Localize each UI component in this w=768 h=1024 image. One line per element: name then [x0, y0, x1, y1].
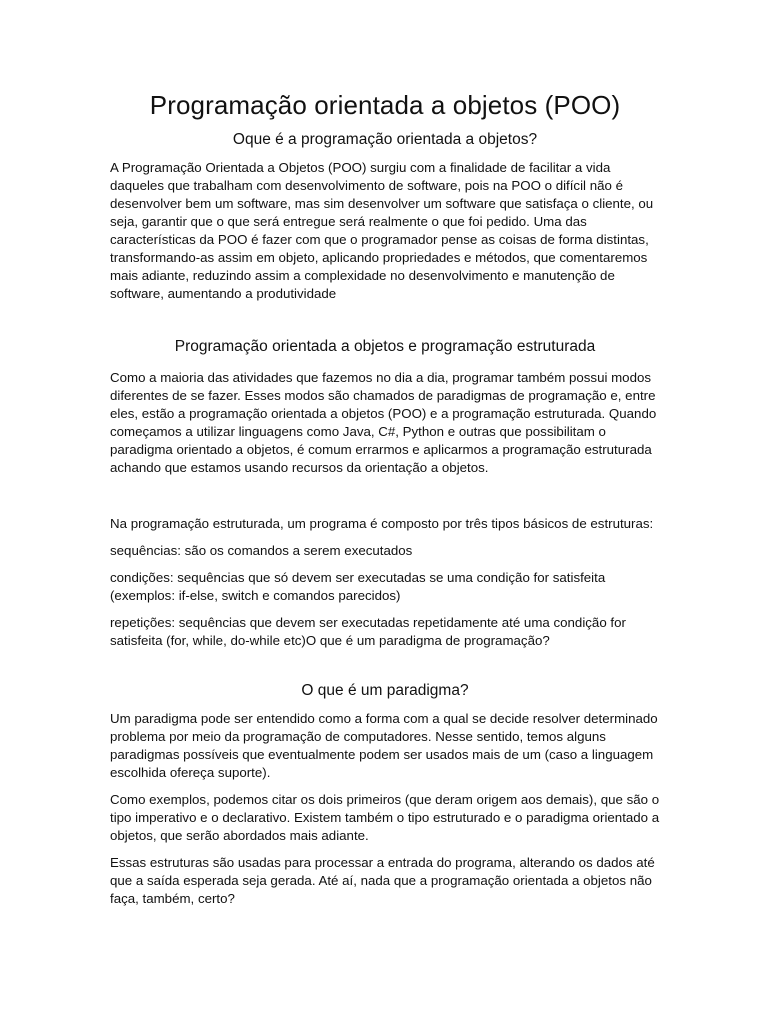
paragraph-paradigms-comparison: Como a maioria das atividades que fazemos no dia a dia, programar também possui modos diferentes de se fazer. Esses modos são chamados de paradigmas de programação e, entre eles, estão a programação orientada a objetos (POO) e a programação estruturada. Quando começamos a utilizar linguagens como Java, C#, Python e outras que possibilitam o paradigma orientado a objetos, é comum errarmos e aplicarmos a programação estruturada achando que estamos usando recursos da orientação a objetos. — [110, 370, 657, 475]
section-heading-what-is-oop: Oque é a programação orientada a objetos? — [232, 131, 538, 148]
paragraph-paradigm-examples: Como exemplos, podemos citar os dois primeiros (que deram origem aos demais), que são o tipo imperativo e o declarativo. Existem também o tipo estruturado e o paradigma orientado a objetos, que serão abordados mais adiante. — [110, 792, 660, 843]
paragraph-conditions: condições: sequências que só devem ser executadas se uma condição for satisfeita (exemplos: if-else, switch e comandos parecidos) — [110, 570, 606, 603]
paragraph-paradigm-definition: Um paradigma pode ser entendido como a forma com a qual se decide resolver determinado problema por meio da programação de computadores. Nesse sentido, temos alguns paradigmas possíveis que eventualmente podem ser usados mais de um (caso a linguagem escolhida ofereça suporte). — [110, 711, 658, 780]
section-heading-oop-vs-structured: Programação orientada a objetos e programação estruturada — [174, 338, 596, 355]
section-heading-what-is-paradigm: O que é um paradigma? — [301, 682, 469, 699]
paragraph-oop-intro: A Programação Orientada a Objetos (POO) surgiu com a finalidade de facilitar a vida daqueles que trabalham com desenvolvimento de software, pois na POO o difícil não é desenvolver bem um software, mas sim desenvolver um software que satisfaça o cliente, ou seja, garantir que o que será entregue será realmente o que foi pedido. Uma das características da POO é fazer com que o programador pense as coisas de forma distintas, transformando-as assim em objeto, aplicando propriedades e métodos, que comentaremos mais adiante, reduzindo assim a complexidade no desenvolvimento e manutenção de software, aumentando a produtividade — [110, 160, 654, 301]
paragraph-sequences: sequências: são os comandos a serem executados — [110, 543, 413, 558]
paragraph-structured-composition: Na programação estruturada, um programa é composto por três tipos básicos de estruturas: — [110, 516, 654, 531]
document-title: Programação orientada a objetos (POO) — [149, 90, 621, 120]
paragraph-structures-usage: Essas estruturas são usadas para processar a entrada do programa, alterando os dados até que a saída esperada seja gerada. Até aí, nada que a programação orientada a objetos não faça, também, certo? — [110, 855, 655, 906]
paragraph-repetitions: repetições: sequências que devem ser executadas repetidamente até uma condição for satisfeita (for, while, do-while etc)O que é um paradigma de programação? — [110, 615, 626, 648]
